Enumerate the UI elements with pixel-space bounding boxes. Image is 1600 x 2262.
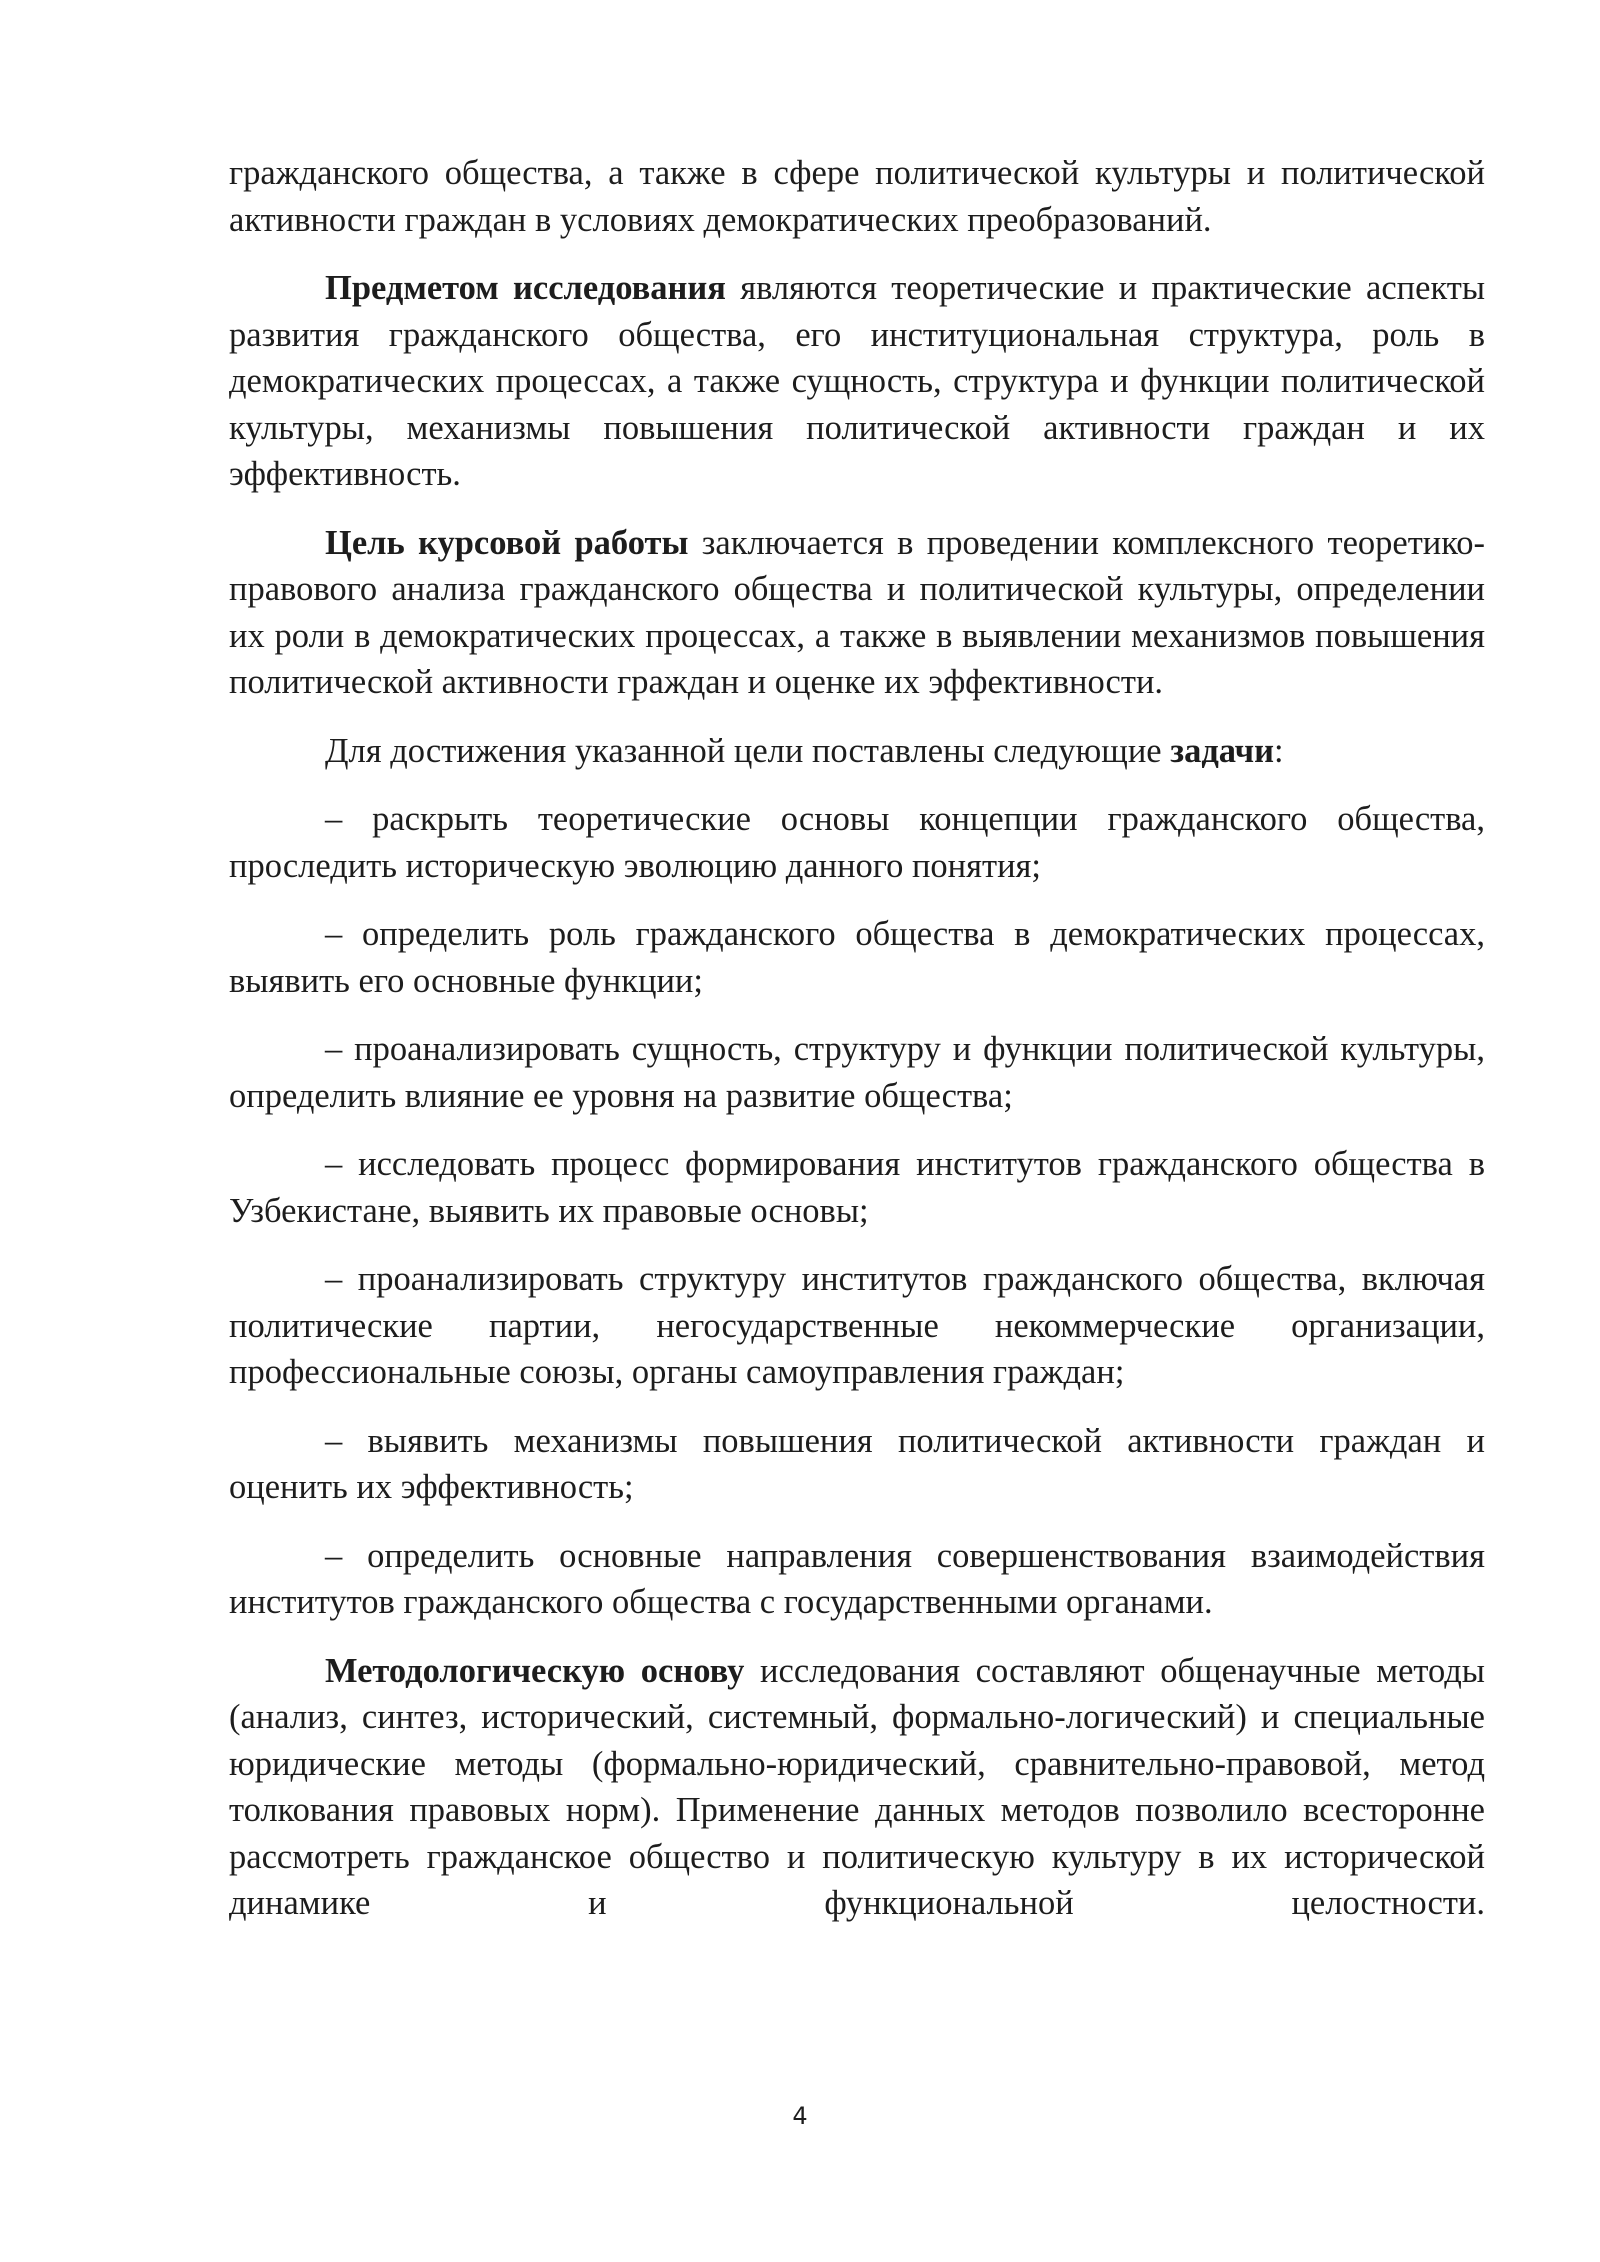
paragraph-text: гражданского общества, а также в сфере политической культуры и политической активности граждан в условиях демократических преобразований. — [229, 154, 1485, 239]
task-text: – определить роль гражданского общества в демократических процессах, выявить его основные функции; — [229, 915, 1485, 1000]
task-text: – исследовать процесс формирования институтов гражданского общества в Узбекистане, выявить их правовые основы; — [229, 1145, 1485, 1230]
task-text: – раскрыть теоретические основы концепции гражданского общества, проследить историческую эволюцию данного понятия; — [229, 800, 1485, 885]
task-text: – проанализировать сущность, структуру и функции политической культуры, определить влияние ее уровня на развитие общества; — [229, 1030, 1485, 1115]
paragraph-continuation — [229, 150, 1485, 243]
task-list-item — [229, 911, 1485, 1004]
paragraph-lead-term: Предметом исследования — [325, 269, 726, 307]
paragraph-text: являются теоретические и практические аспекты развития гражданского общества, его институциональная структура, роль в демократических процессах, а также сущность, структура и функции политической культуры, механизмы повышения политической активности граждан и их эффективность. — [229, 269, 1486, 493]
paragraph-research-subject — [229, 265, 1485, 498]
task-list-item — [229, 1533, 1485, 1626]
paragraph-text: Для достижения указанной цели поставлены следующие — [325, 731, 1171, 770]
task-list-item — [229, 796, 1485, 889]
page-body — [229, 150, 1485, 1927]
paragraph-lead-term: Цель курсовой работы — [325, 523, 689, 562]
task-list-item — [229, 1256, 1485, 1396]
paragraph-lead-term: Методологическую основу — [325, 1651, 745, 1690]
task-list-item — [229, 1141, 1485, 1234]
task-text: – проанализировать структуру институтов гражданского общества, включая политические партии, негосударственные некоммерческие организации, профессиональные союзы, органы самоуправления граждан; — [229, 1260, 1485, 1391]
paragraph-tasks-intro — [229, 728, 1485, 775]
task-list-item — [229, 1026, 1485, 1119]
task-list-item — [229, 1418, 1485, 1511]
paragraph-methodology — [229, 1648, 1485, 1927]
page-number: 4 — [792, 2102, 808, 2130]
task-text: – определить основные направления совершенствования взаимодействия институтов гражданского общества с государственными органами. — [229, 1536, 1485, 1621]
paragraph-tail: : — [1274, 731, 1284, 770]
task-text: – выявить механизмы повышения политической активности граждан и оценить их эффективность; — [229, 1421, 1485, 1506]
paragraph-text: заключается в проведении комплексного теоретико-правового анализа гражданского общества и политической культуры, определении их роли в демократических процессах, а также в выявлении механизмов повышения политической активности граждан и оценке их эффективности. — [229, 523, 1485, 701]
paragraph-text: исследования составляют общенаучные методы (анализ, синтез, исторический, системный, формально-логический) и специальные юридические методы (формально-юридический, сравнительно-правовой, метод толкования правовых норм). Применение данных методов позволило всесторонне рассмотреть гражданское общество и политическую культуру в их исторической динамике и функциональной целостности. — [229, 1651, 1485, 1922]
paragraph-bold-word: задачи — [1170, 731, 1274, 770]
paragraph-research-goal — [229, 520, 1485, 706]
